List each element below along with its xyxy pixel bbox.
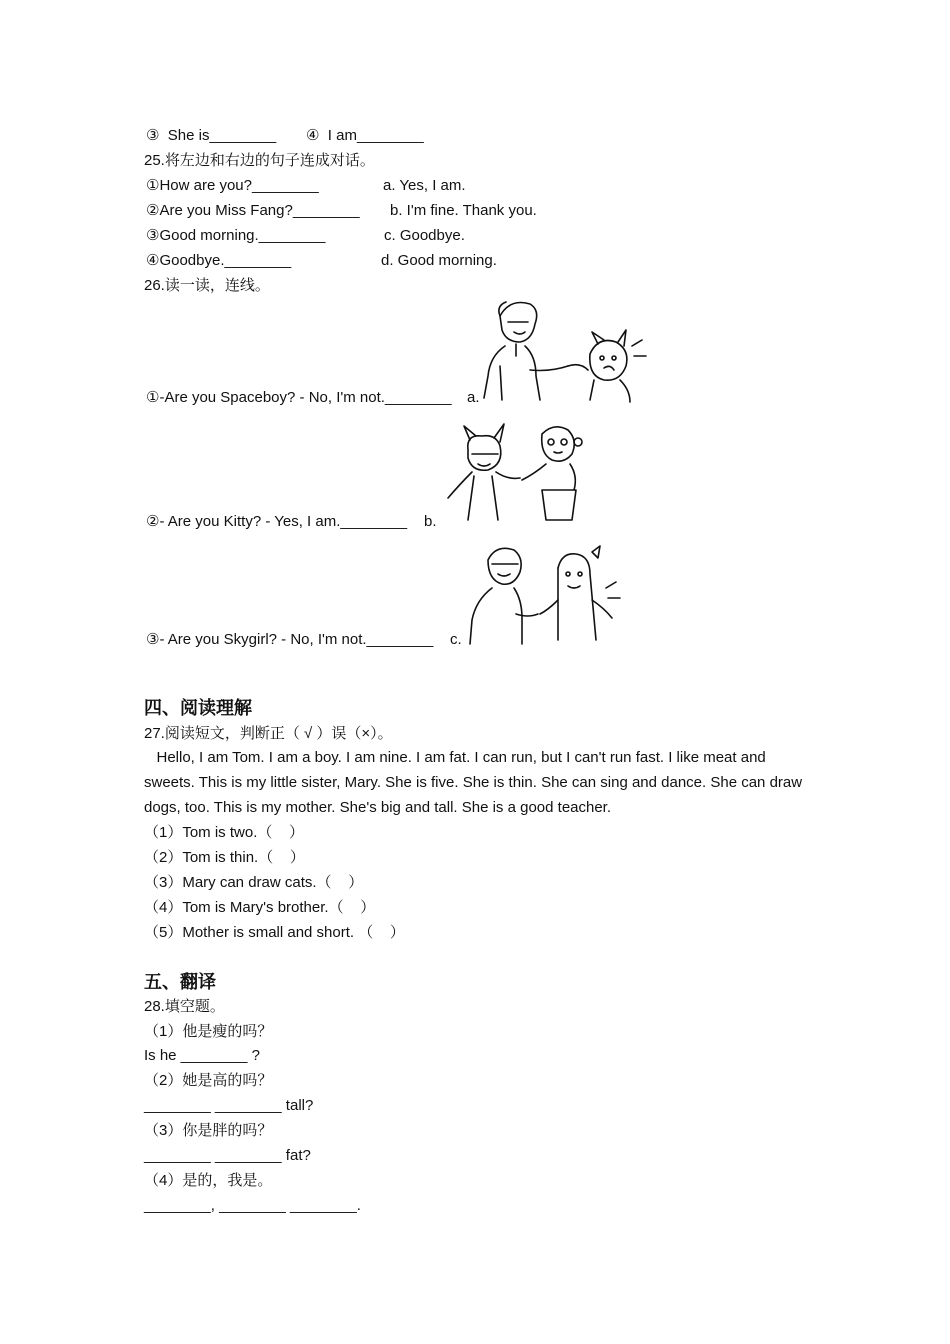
q25-left-1: ①How are you?________ [146,177,319,194]
q28-line-6: ________ ________ fat? [144,1147,311,1164]
statement-2: （2）Tom is thin.（ ） [144,849,305,866]
q26-item-2: ②- Are you Kitty? - Yes, I am.________ [146,513,408,530]
q28-title: 28.填空题。 [144,998,225,1015]
q25-title: 25.将左边和右边的句子连成对话。 [144,152,375,169]
statement-3: （3）Mary can draw cats.（ ） [144,874,364,891]
q28-line-4: ________ ________ tall? [144,1097,314,1114]
boy-and-skygirl-illustration [462,544,622,646]
q25-right-d: d. Good morning. [381,252,497,269]
q25-left-3: ③Good morning.________ [146,227,326,244]
q28-line-5: （3）你是胖的吗？ [144,1122,273,1139]
q25-right-b: b. I'm fine. Thank you. [390,202,537,219]
statement-5: （5）Mother is small and short. （ ） [144,924,405,941]
passage-line-1: Hello, I am Tom. I am a boy. I am nine. I am fat. I can run, but I can't run fast. I like meat and [144,749,766,766]
statement-4: （4）Tom is Mary's brother.（ ） [144,899,376,916]
q28-line-7: （4）是的，我是。 [144,1172,273,1189]
q25-left-2: ②Are you Miss Fang?________ [146,202,360,219]
q27-title: 27.阅读短文，判断正（ √ ）误（×）。 [144,725,393,742]
q24-item-4: ④ I am________ [306,127,424,144]
q24-item-3: ③ She is________ [146,127,277,144]
q28-line-2: Is he ________ ? [144,1047,260,1064]
q26-letter-c: c. [450,631,462,648]
q28-line-3: （2）她是高的吗？ [144,1072,273,1089]
q26-letter-b: b. [424,513,437,530]
section-5-heading: 五、翻译 [144,972,216,993]
q25-left-4: ④Goodbye.________ [146,252,292,269]
section-4-heading: 四、阅读理解 [144,698,252,719]
q28-line-8: ________, ________ ________. [144,1197,361,1214]
q26-letter-a: a. [467,389,480,406]
statement-1: （1）Tom is two.（ ） [144,824,305,841]
cat-and-girl-illustration [438,420,598,526]
q26-title: 26.读一读，连线。 [144,277,270,294]
passage-line-2: sweets. This is my little sister, Mary. She is five. She is thin. She can sing and dance. She can draw [144,774,803,791]
passage-line-3: dogs, too. This is my mother. She's big and tall. She is a good teacher. [144,799,612,816]
q26-item-1: ①-Are you Spaceboy? - No, I'm not.________ [146,389,452,406]
q26-item-3: ③- Are you Skygirl? - No, I'm not.________ [146,631,434,648]
q28-line-1: （1）他是瘦的吗？ [144,1023,273,1040]
q25-right-a: a. Yes, I am. [383,177,466,194]
q25-right-c: c. Goodbye. [384,227,465,244]
boy-and-spaceboy-illustration [480,296,650,406]
